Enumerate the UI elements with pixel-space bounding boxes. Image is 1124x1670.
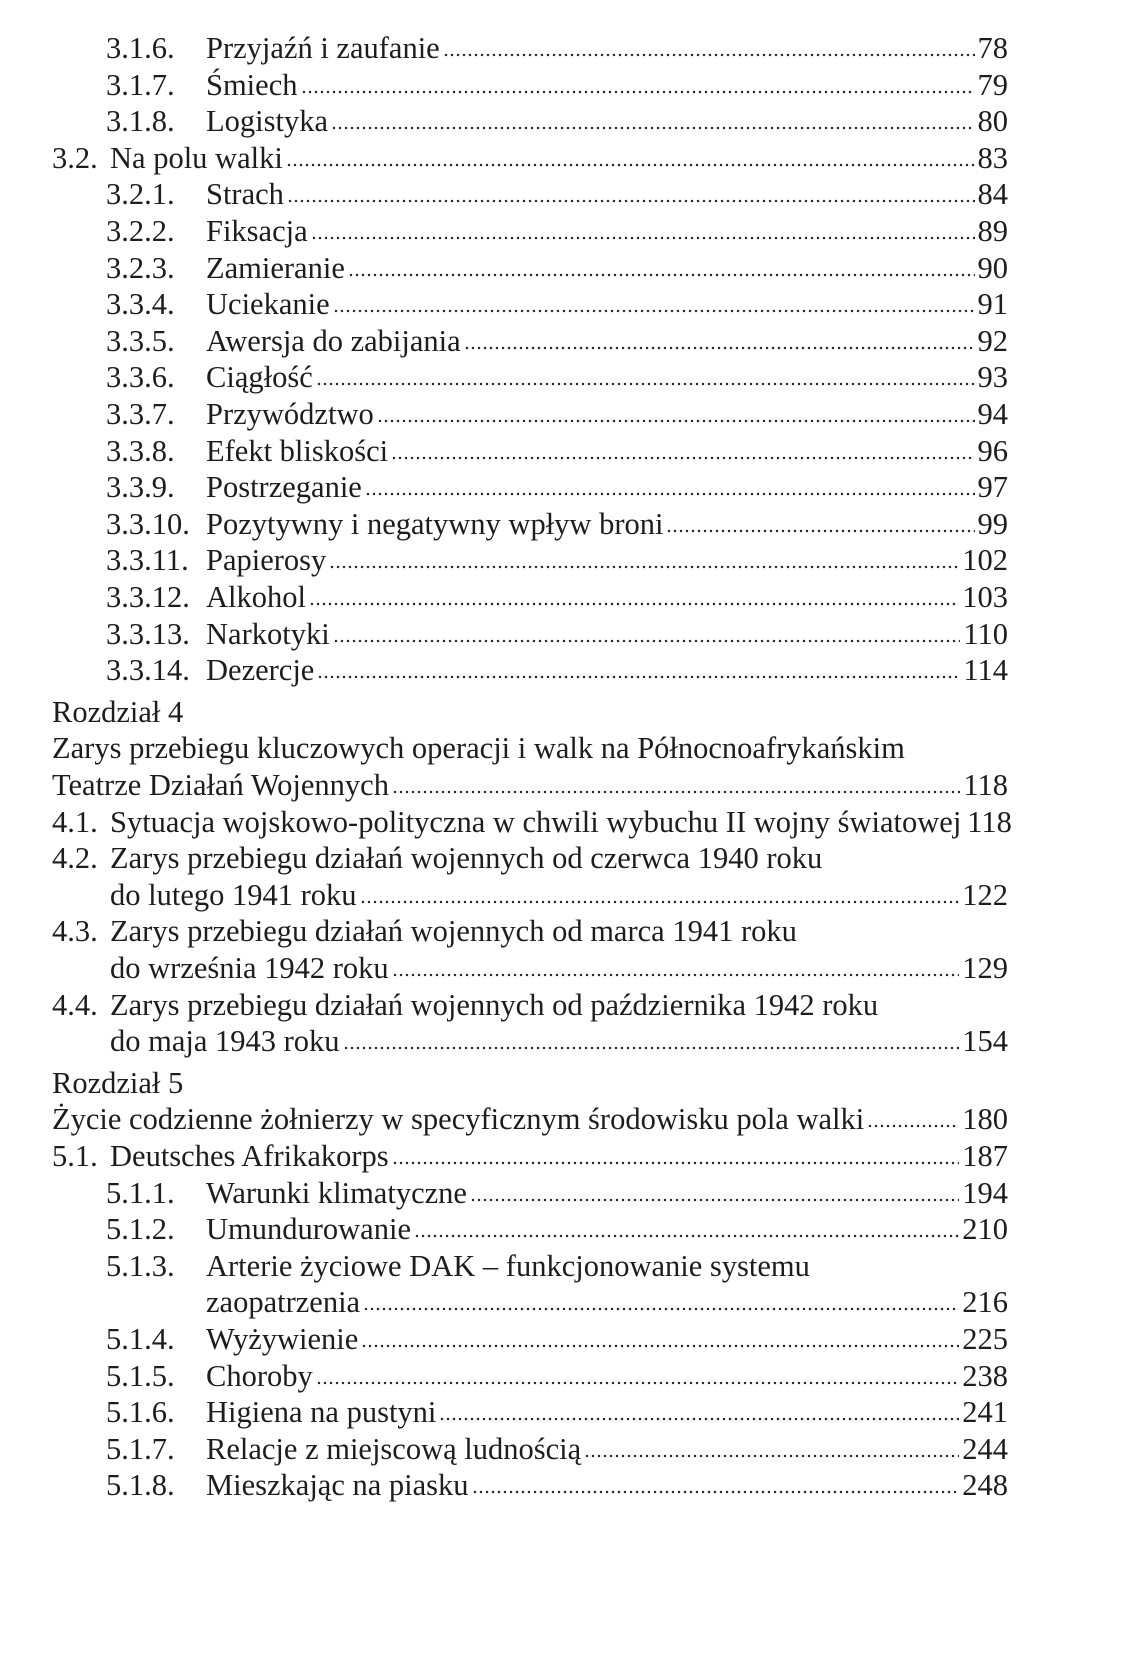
entry-title: Teatrze Działań Wojennych <box>52 768 389 802</box>
dot-leader <box>311 236 975 240</box>
dot-leader <box>391 456 974 460</box>
entry-number: 3.3.4. <box>106 287 175 322</box>
page-number: 122 <box>962 877 1008 912</box>
dot-leader <box>414 1234 959 1238</box>
toc-line <box>0 838 1008 878</box>
entry-title: Relacje z miejscową ludnością <box>206 1431 582 1466</box>
page-number: 79 <box>977 67 1008 102</box>
toc-entry <box>52 765 1008 805</box>
dot-leader <box>464 346 975 350</box>
toc-line <box>0 1209 1008 1249</box>
toc-entry <box>110 802 1012 842</box>
entry-number: 4.4. <box>52 987 98 1022</box>
toc-entry <box>206 1356 1008 1396</box>
toc-line <box>0 650 1008 690</box>
entry-number: 3.3.13. <box>106 616 190 651</box>
entry-title: Przywództwo <box>206 397 374 431</box>
page-number: 99 <box>977 506 1008 541</box>
dot-leader <box>392 973 960 977</box>
toc-line <box>0 577 1008 617</box>
page-number: 80 <box>977 104 1008 139</box>
dot-leader <box>317 675 960 679</box>
page-number: 94 <box>977 397 1008 431</box>
toc-entry <box>206 467 1008 507</box>
entry-title: Życie codzienne żołnierzy w specyficznym środowisku pola walki <box>52 1102 865 1137</box>
entry-number: 5.1.2. <box>106 1212 175 1247</box>
chapter-heading: Zarys przebiegu kluczowych operacji i walk na Północnoafrykańskim <box>52 731 905 766</box>
entry-title: zaopatrzenia <box>206 1285 361 1320</box>
toc-line <box>0 985 1008 1025</box>
toc-line <box>0 1356 1008 1396</box>
entry-number: 5.1.7. <box>106 1431 175 1466</box>
dot-leader <box>584 1454 959 1458</box>
toc-line <box>0 28 1008 68</box>
toc-entry <box>206 321 1008 361</box>
toc-entry <box>110 138 1008 178</box>
dot-leader <box>361 1344 959 1348</box>
toc-entry <box>206 357 1008 397</box>
entry-number: 3.3.5. <box>106 323 175 358</box>
dot-leader <box>666 529 974 533</box>
page-number: 103 <box>962 580 1008 614</box>
toc-line <box>0 101 1008 141</box>
dot-leader <box>392 1161 960 1165</box>
page-number: 97 <box>977 470 1008 505</box>
toc-line <box>0 394 1008 434</box>
toc-line <box>0 431 1008 471</box>
entry-number: 3.1.6. <box>106 31 175 65</box>
dot-leader <box>287 199 975 203</box>
page-number: 84 <box>977 177 1008 212</box>
page-number: 92 <box>977 323 1008 358</box>
entry-title: Strach <box>206 177 284 212</box>
page-number: 180 <box>962 1102 1008 1137</box>
page-number: 210 <box>962 1212 1008 1247</box>
page-number: 194 <box>962 1175 1008 1210</box>
entry-number: 3.3.12. <box>106 580 190 614</box>
page-number: 238 <box>962 1358 1008 1393</box>
entry-title: do września 1942 roku <box>110 951 389 985</box>
toc-line <box>0 467 1008 507</box>
toc-entry <box>206 1429 1008 1469</box>
toc-entry <box>110 875 1008 915</box>
dot-leader <box>309 602 959 606</box>
page-number: 90 <box>977 250 1008 285</box>
toc-entry <box>206 284 1008 324</box>
dot-leader <box>301 90 975 94</box>
page-number: 241 <box>962 1395 1008 1430</box>
dot-leader <box>867 1124 959 1128</box>
entry-title: Alkohol <box>206 580 306 614</box>
entry-title: Zarys przebiegu działań wojennych od października 1942 roku <box>110 987 879 1022</box>
entry-title: Mieszkając na piasku <box>206 1468 469 1503</box>
entry-title: do maja 1943 roku <box>110 1024 340 1059</box>
dot-leader <box>329 565 959 569</box>
toc-entry <box>206 614 1008 654</box>
entry-title: Wyżywienie <box>206 1322 359 1356</box>
page-number: 102 <box>962 543 1008 578</box>
page-number: 216 <box>962 1285 1008 1320</box>
page-number: 129 <box>962 951 1008 985</box>
toc-line <box>0 1319 1008 1359</box>
toc-line <box>0 1246 1008 1286</box>
entry-title: Fiksacja <box>206 214 308 248</box>
toc-line <box>0 504 1008 544</box>
entry-number: 4.1. <box>52 804 98 839</box>
entry-title: Na polu walki <box>110 140 283 175</box>
page-number: 83 <box>977 140 1008 175</box>
page-number: 91 <box>977 287 1008 322</box>
entry-number: 3.1.8. <box>106 104 175 139</box>
entry-number: 4.2. <box>52 841 98 876</box>
toc-line <box>0 65 1008 105</box>
entry-title: Choroby <box>206 1358 313 1393</box>
dot-leader <box>392 790 960 794</box>
toc-line <box>0 1465 1008 1505</box>
toc-entry <box>206 1209 1008 1249</box>
entry-title: Deutsches Afrikakorps <box>110 1139 389 1173</box>
toc-entry <box>206 1173 1008 1213</box>
entry-number: 5.1. <box>52 1139 98 1173</box>
page-number: 248 <box>962 1468 1008 1503</box>
entry-title: Pozytywny i negatywny wpływ broni <box>206 506 664 541</box>
entry-title: Sytuacja wojskowo-polityczna w chwili wybuchu II wojny światowej <box>110 804 962 839</box>
entry-title: Narkotyki <box>206 616 330 651</box>
entry-title: do lutego 1941 roku <box>110 877 357 912</box>
entry-title: Zamieranie <box>206 250 345 285</box>
entry-number: 3.3.8. <box>106 433 175 468</box>
entry-number: 3.3.11. <box>106 543 189 578</box>
dot-leader <box>316 382 975 386</box>
entry-number: 5.1.3. <box>106 1248 175 1283</box>
dot-leader <box>333 309 975 313</box>
entry-number: 5.1.6. <box>106 1395 175 1430</box>
toc-entry <box>206 504 1008 544</box>
toc-entry <box>110 1136 1008 1176</box>
entry-number: 5.1.1. <box>106 1175 175 1210</box>
toc-entry <box>206 650 1008 690</box>
dot-leader <box>472 1490 960 1494</box>
toc-line <box>0 357 1008 397</box>
dot-leader <box>470 1198 959 1202</box>
toc-entry <box>110 948 1008 988</box>
page-number: 118 <box>967 804 1012 839</box>
entry-title: Śmiech <box>206 67 298 102</box>
toc-entry <box>206 540 1008 580</box>
page-number: 118 <box>963 768 1008 802</box>
toc-entry <box>206 1319 1008 1359</box>
toc-entry <box>206 174 1008 214</box>
entry-title: Dezercje <box>206 653 315 688</box>
page-number: 154 <box>962 1024 1008 1059</box>
page-number: 225 <box>962 1322 1008 1356</box>
entry-number: 5.1.5. <box>106 1358 175 1393</box>
dot-leader <box>443 53 975 57</box>
dot-leader <box>439 1417 959 1421</box>
page-number: 244 <box>962 1431 1008 1466</box>
page-number: 78 <box>977 31 1008 65</box>
toc-entry <box>206 211 1008 251</box>
page-number: 114 <box>963 653 1008 688</box>
entry-number: 3.3.6. <box>106 360 175 395</box>
toc-line <box>0 284 1008 324</box>
toc-line <box>0 248 1008 288</box>
entry-title: Arterie życiowe DAK – funkcjonowanie systemu <box>206 1248 810 1283</box>
toc-line <box>0 211 1008 251</box>
entry-number: 4.3. <box>52 914 98 949</box>
toc-line <box>0 1021 1008 1061</box>
page-number: 93 <box>977 360 1008 395</box>
dot-leader <box>365 492 975 496</box>
toc-line <box>0 1099 1008 1139</box>
entry-title: Papierosy <box>206 543 327 578</box>
toc-line <box>0 1429 1008 1469</box>
entry-number: 3.3.7. <box>106 397 175 431</box>
toc-entry <box>206 394 1008 434</box>
toc-line <box>0 911 1008 951</box>
entry-number: 3.2.1. <box>106 177 175 212</box>
entry-number: 5.1.4. <box>106 1322 175 1356</box>
dot-leader <box>360 900 960 904</box>
toc-entry <box>206 431 1008 471</box>
toc-line <box>0 948 1008 988</box>
entry-title: Efekt bliskości <box>206 433 389 468</box>
entry-number: 3.2.2. <box>106 214 175 248</box>
entry-number: 3.3.14. <box>106 653 190 688</box>
entry-title: Higiena na pustyni <box>206 1395 437 1430</box>
page-number: 89 <box>977 214 1008 248</box>
toc-line <box>0 138 1008 178</box>
entry-title: Umundurowanie <box>206 1212 411 1247</box>
toc-line <box>0 174 1008 214</box>
dot-leader <box>331 126 975 130</box>
page-number: 110 <box>963 616 1008 651</box>
entry-title: Zarys przebiegu działań wojennych od czerwca 1940 roku <box>110 841 823 876</box>
chapter-heading: Rozdział 5 <box>52 1065 184 1100</box>
page-number: 96 <box>977 433 1008 468</box>
entry-title: Ciągłość <box>206 360 313 395</box>
entry-title: Logistyka <box>206 104 328 139</box>
toc-entry <box>206 1392 1008 1432</box>
toc-entry <box>110 1021 1008 1061</box>
entry-title: Uciekanie <box>206 287 330 322</box>
entry-number: 3.2. <box>52 140 98 175</box>
toc-line <box>0 802 1012 842</box>
dot-leader <box>363 1307 959 1311</box>
toc-entry <box>206 65 1008 105</box>
entry-title: Warunki klimatyczne <box>206 1175 467 1210</box>
entry-number: 5.1.8. <box>106 1468 175 1503</box>
chapter-heading: Rozdział 4 <box>52 694 184 729</box>
dot-leader <box>343 1046 960 1050</box>
toc-entry <box>206 248 1008 288</box>
toc-line <box>0 765 1008 805</box>
entry-number: 3.3.10. <box>106 506 190 541</box>
entry-title: Awersja do zabijania <box>206 323 461 358</box>
dot-leader <box>286 163 975 167</box>
toc-entry <box>206 1282 1008 1322</box>
toc-line <box>0 321 1008 361</box>
entry-title: Zarys przebiegu działań wojennych od marca 1941 roku <box>110 914 797 949</box>
toc-entry <box>206 28 1008 68</box>
entry-number: 3.3.9. <box>106 470 175 505</box>
entry-number: 3.1.7. <box>106 67 175 102</box>
toc-line <box>0 614 1008 654</box>
dot-leader <box>316 1381 960 1385</box>
toc-line <box>0 1173 1008 1213</box>
entry-title: Przyjaźń i zaufanie <box>206 31 440 65</box>
dot-leader <box>333 639 961 643</box>
toc-line <box>0 1136 1008 1176</box>
toc-line <box>0 540 1008 580</box>
toc-entry <box>206 577 1008 617</box>
toc-line <box>0 1282 1008 1322</box>
dot-leader <box>377 419 975 423</box>
toc-line <box>0 875 1008 915</box>
toc-entry <box>206 1465 1008 1505</box>
dot-leader <box>348 273 975 277</box>
toc-entry <box>52 1099 1008 1139</box>
entry-title: Postrzeganie <box>206 470 362 505</box>
entry-number: 3.2.3. <box>106 250 175 285</box>
page-number: 187 <box>962 1139 1008 1173</box>
toc-line <box>0 1392 1008 1432</box>
toc-entry <box>206 101 1008 141</box>
